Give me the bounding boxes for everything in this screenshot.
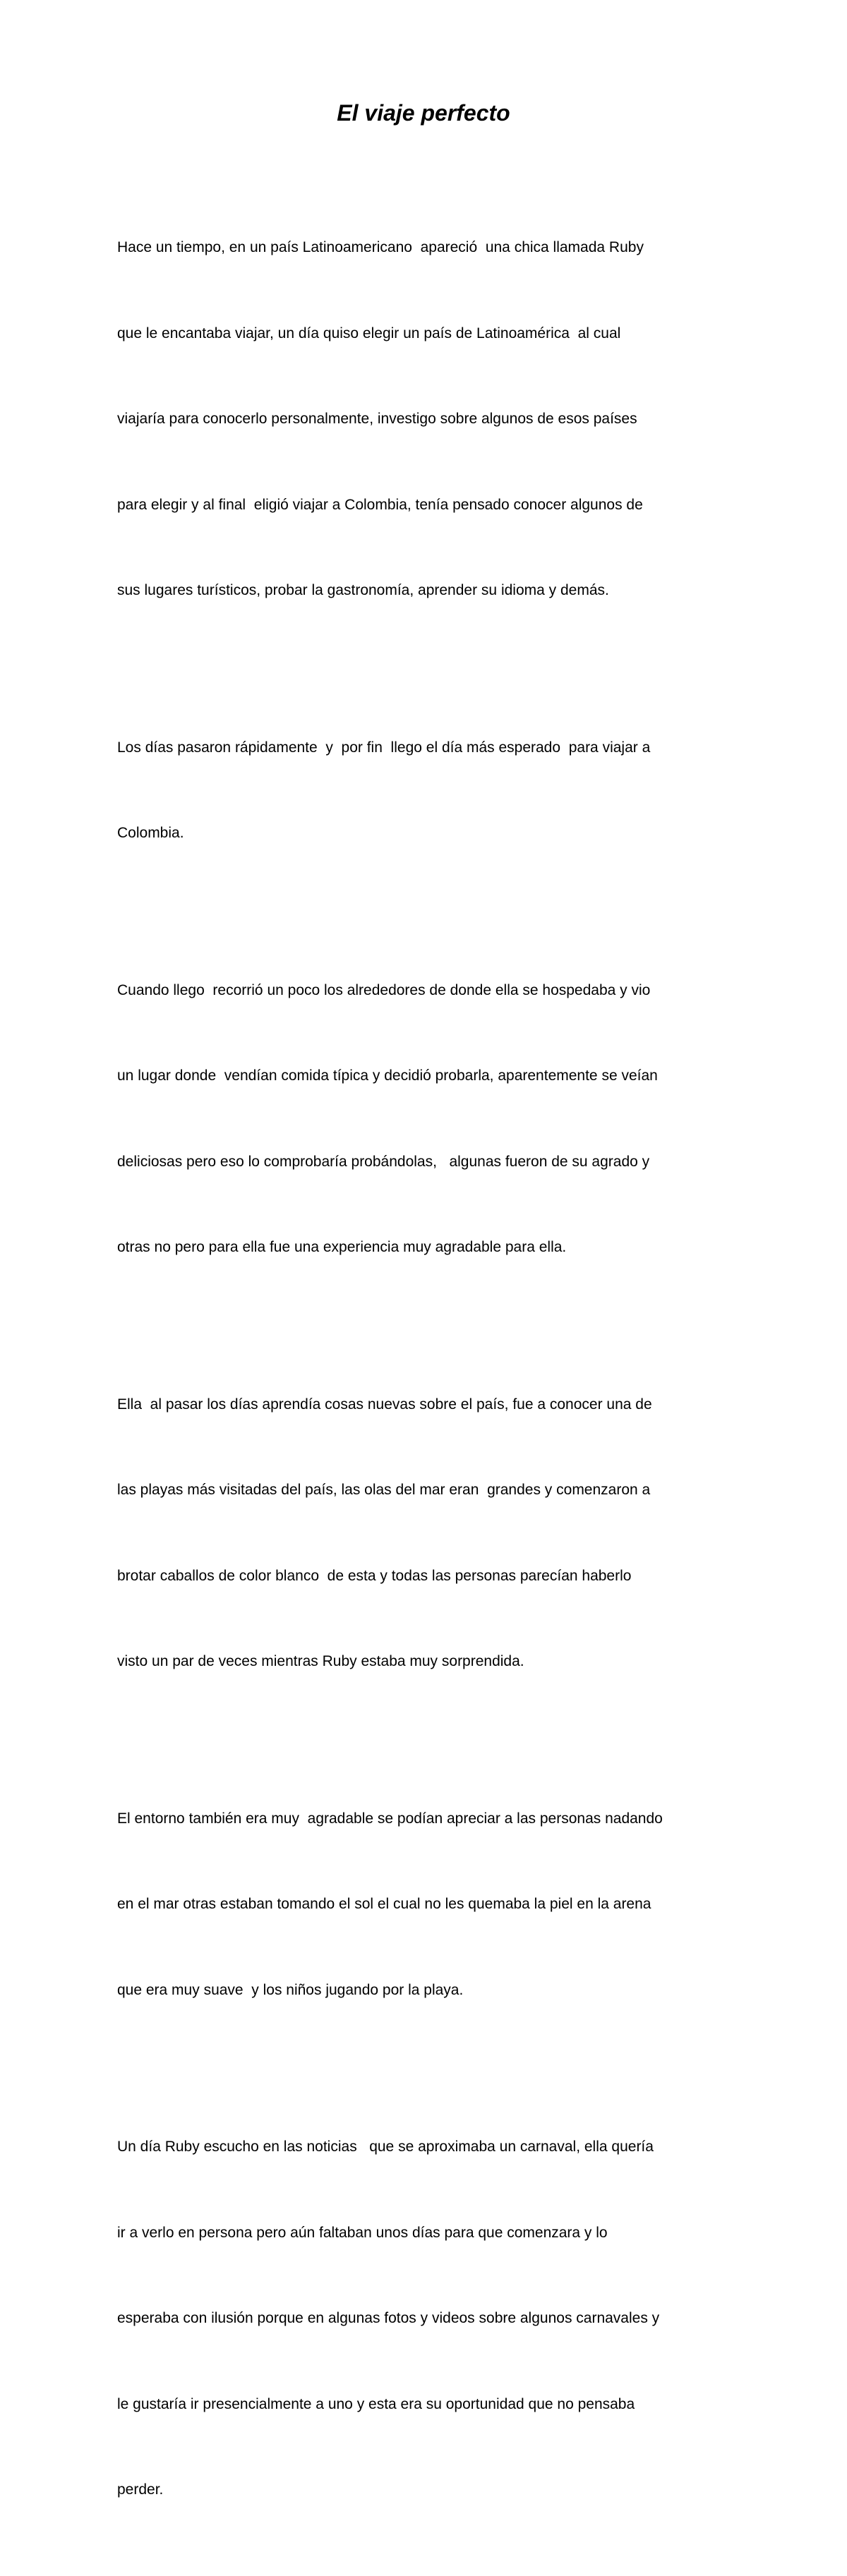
text-line: viajaría para conocerlo personalmente, investigo sobre algunos de esos países: [117, 411, 637, 427]
text-line: perder.: [117, 2481, 164, 2498]
text-line: El entorno también era muy agradable se podían apreciar a las personas nadando: [117, 1810, 663, 1827]
text-line: que le encantaba viajar, un día quiso elegir un país de Latinoamérica al cual: [117, 325, 621, 341]
text-line: sus lugares turísticos, probar la gastronomía, aprender su idioma y demás.: [117, 582, 609, 598]
paragraph-6: [117, 2076, 738, 2562]
document-title: El viaje perfecto: [337, 100, 510, 126]
text-line: brotar caballos de color blanco de esta y todas las personas parecían haberlo: [117, 1567, 632, 1584]
paragraph-4: [117, 1334, 738, 1734]
paragraph-5: [117, 1748, 738, 2062]
text-line: las playas más visitadas del país, las olas del mar eran grandes y comenzaron a: [117, 1482, 651, 1498]
document-body: [117, 176, 738, 2576]
text-line: Colombia.: [117, 825, 184, 841]
text-line: Ella al pasar los días aprendía cosas nuevas sobre el país, fue a conocer una de: [117, 1396, 652, 1413]
text-line: esperaba con ilusión porque en algunas fotos y videos sobre algunos carnavales y: [117, 2310, 660, 2326]
paragraph-2: [117, 677, 738, 905]
text-line: que era muy suave y los niños jugando por la playa.: [117, 1981, 464, 1998]
text-line: otras no pero para ella fue una experiencia muy agradable para ella.: [117, 1239, 567, 1255]
text-line: Cuando llego recorrió un poco los alrededores de donde ella se hospedaba y vio: [117, 981, 651, 998]
text-line: Los días pasaron rápidamente y por fin llego el día más esperado para viajar a: [117, 739, 651, 756]
text-line: para elegir y al final eligió viajar a Colombia, tenía pensado conocer algunos de: [117, 496, 643, 513]
text-line: ir a verlo en persona pero aún faltaban unos días para que comenzara y lo: [117, 2224, 608, 2241]
text-line: Un día Ruby escucho en las noticias que se aproximaba un carnaval, ella quería: [117, 2139, 654, 2155]
text-line: le gustaría ir presencialmente a uno y esta era su oportunidad que no pensaba: [117, 2395, 635, 2412]
text-line: en el mar otras estaban tomando el sol el cual no les quemaba la piel en la arena: [117, 1896, 651, 1912]
text-line: visto un par de veces mientras Ruby estaba muy sorprendida.: [117, 1653, 524, 1669]
paragraph-3: [117, 919, 738, 1319]
text-line: Hace un tiempo, en un país Latinoamericano apareció una chica llamada Ruby: [117, 239, 644, 255]
paragraph-1: [117, 176, 738, 663]
text-line: un lugar donde vendían comida típica y decidió probarla, aparentemente se veían: [117, 1068, 658, 1084]
text-line: deliciosas pero eso lo comprobaría probándolas, algunas fueron de su agrado y: [117, 1153, 650, 1170]
